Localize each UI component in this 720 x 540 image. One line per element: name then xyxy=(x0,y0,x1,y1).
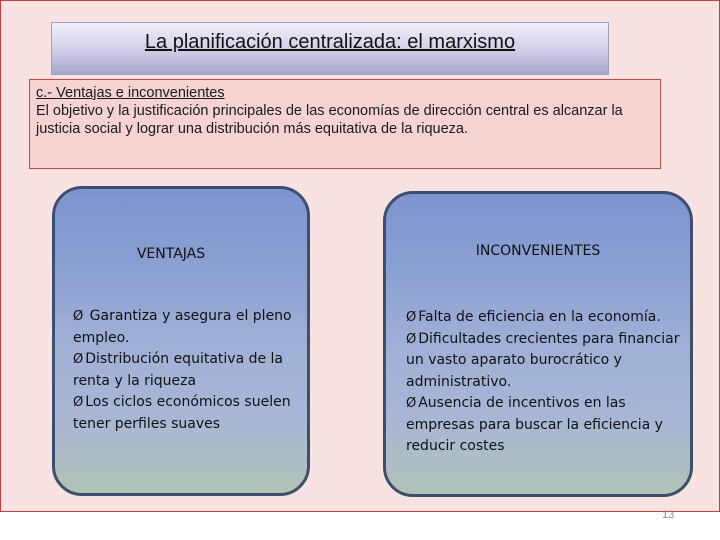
list-item-text: Falta de eficiencia en la economía. xyxy=(418,309,661,325)
advantages-title: VENTAJAS xyxy=(136,246,206,262)
list-item-text: Distribución equitativa de la renta y la riqueza xyxy=(73,351,284,389)
intro-box xyxy=(29,79,661,169)
disadvantages-box xyxy=(383,191,693,497)
list-item-text: Ausencia de incentivos en las empresas para buscar la eficiencia y reducir costes xyxy=(406,395,663,454)
arrow-bullet-icon: Ø xyxy=(73,395,84,410)
list-item-text: Dificultades crecientes para financiar un vasto aparato burocrático y administrativo. xyxy=(406,330,680,390)
list-item xyxy=(73,306,305,349)
list-item xyxy=(406,393,688,458)
arrow-bullet-icon: Ø xyxy=(406,310,417,325)
disadvantages-title: INCONVENIENTES xyxy=(475,243,601,259)
list-item xyxy=(406,329,688,394)
arrow-bullet-icon: Ø xyxy=(406,331,417,347)
list-item xyxy=(406,307,688,329)
arrow-bullet-icon: Ø xyxy=(73,352,84,367)
list-item-text: Garantiza y asegura el pleno empleo. xyxy=(73,308,292,346)
slide-title: La planificación centralizada: el marxismo xyxy=(144,31,516,53)
disadvantages-list xyxy=(406,307,688,458)
arrow-bullet-icon: Ø xyxy=(406,396,417,411)
intro-heading: c.- Ventajas e inconvenientes xyxy=(36,85,225,101)
page-number: 13 xyxy=(662,509,675,521)
advantages-box xyxy=(52,186,310,496)
list-item-text: Los ciclos económicos suelen tener perfiles suaves xyxy=(73,394,291,432)
arrow-bullet-icon: Ø xyxy=(73,309,84,324)
title-bar xyxy=(51,22,609,75)
list-item xyxy=(73,349,305,392)
advantages-list xyxy=(73,306,305,435)
intro-body: El objetivo y la justificación principales de las economías de dirección central es alcanzar la justicia social y lograr una distribución más equitativa de la riqueza. xyxy=(36,103,623,137)
list-item xyxy=(73,392,305,435)
